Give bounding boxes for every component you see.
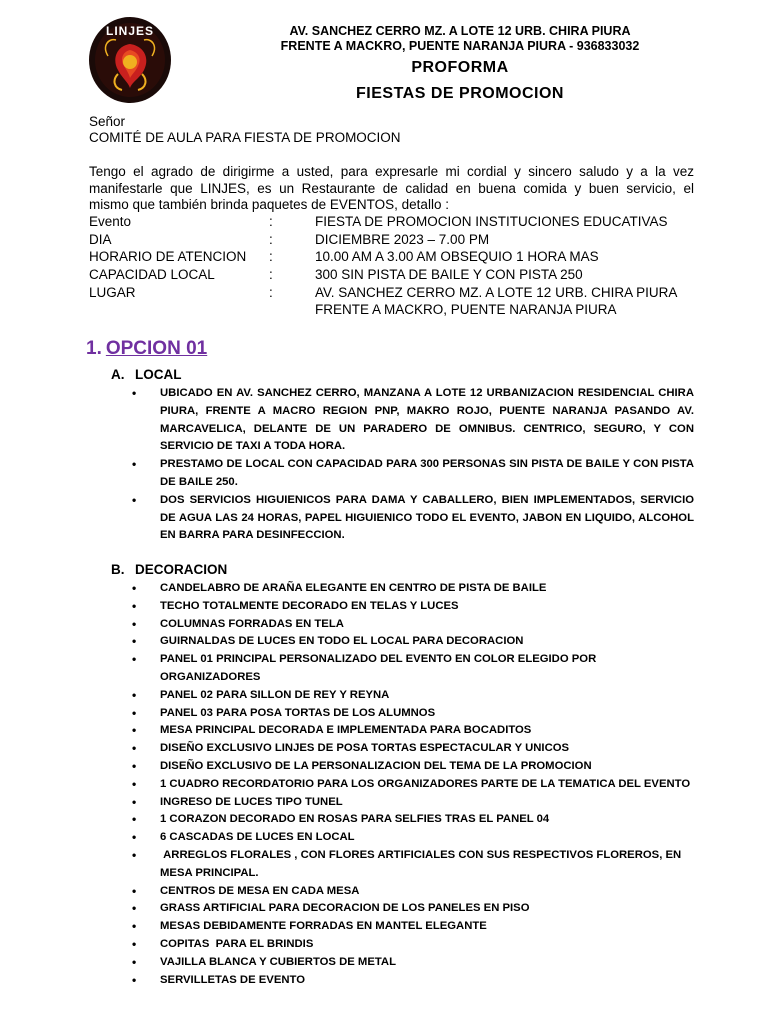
list-item	[132, 616, 694, 634]
bullet-icon: •	[132, 386, 137, 400]
list-item	[132, 385, 694, 456]
list-item	[132, 829, 694, 847]
list-item	[132, 936, 694, 954]
detail-colon: :	[269, 214, 273, 229]
list-item-text: GRASS ARTIFICIAL PARA DECORACION DE LOS PANELES EN PISO	[160, 902, 530, 915]
intro-line-1: Tengo el agrado de dirigirme a usted, para expresarle mi cordial y sincero saludo y a la vez	[89, 164, 694, 179]
detail-colon: :	[269, 232, 273, 247]
detail-colon: :	[269, 267, 273, 282]
bullet-icon: •	[132, 616, 137, 631]
header-address-line1: AV. SANCHEZ CERRO MZ. A LOTE 12 URB. CHIRA PIURA	[289, 24, 631, 38]
list-item-text: 1 CUADRO RECORDATORIO PARA LOS ORGANIZADORES PARTE DE LA TEMATICA DEL EVENTO	[160, 777, 691, 790]
bullet-icon: •	[132, 972, 137, 987]
list-item	[132, 972, 694, 990]
section-a-list	[132, 385, 694, 545]
list-item-text: PANEL 02 PARA SILLON DE REY Y REYNA	[160, 688, 390, 701]
detail-value: FIESTA DE PROMOCION INSTITUCIONES EDUCATIVAS	[315, 214, 668, 229]
detail-value: 10.00 AM A 3.00 AM OBSEQUIO 1 HORA MAS	[315, 249, 599, 264]
list-item-text: COLUMNAS FORRADAS EN TELA	[160, 617, 344, 630]
bullet-icon: •	[132, 634, 137, 649]
list-item	[132, 758, 694, 776]
bullet-icon: •	[132, 581, 137, 595]
list-item	[132, 811, 694, 829]
list-item-text: MESA PRINCIPAL DECORADA E IMPLEMENTADA PARA BOCADITOS	[160, 724, 532, 737]
detail-colon: :	[269, 249, 273, 264]
bullet-icon: •	[132, 901, 137, 916]
section-b-list	[132, 580, 694, 989]
bullet-icon: •	[132, 776, 137, 791]
page-title: PROFORMA	[411, 59, 509, 76]
list-item-text: DISEÑO EXCLUSIVO DE LA PERSONALIZACION DEL TEMA DE LA PROMOCION	[160, 759, 592, 772]
list-item	[132, 456, 694, 492]
bullet-icon: •	[132, 794, 137, 809]
list-item-text: CENTROS DE MESA EN CADA MESA	[160, 884, 360, 897]
list-item-text: UBICADO EN AV. SANCHEZ CERRO, MANZANA A LOTE 12 URBANIZACION RESIDENCIAL CHIRA PIURA, FRENTE A MACRO REGION PNP, MAKRO ROJO, PUENTE NARANJA PASANDO AV. MARCAVELICA, DELANTE DE UN PARADERO DE OMNIBUS. CENTRICO, SEGURO, Y CON SERVICIO DE TAXI A TODA HORA.	[160, 387, 694, 453]
bullet-icon: •	[132, 847, 137, 862]
salutation: Señor	[89, 114, 126, 129]
section-letter: A.	[111, 367, 125, 382]
list-item	[132, 776, 694, 794]
bullet-icon: •	[132, 492, 137, 507]
list-item-text: TECHO TOTALMENTE DECORADO EN TELAS Y LUCES	[160, 599, 459, 612]
detail-key: HORARIO DE ATENCION	[89, 249, 247, 264]
bullet-icon: •	[132, 687, 137, 702]
list-item-text: PANEL 03 PARA POSA TORTAS DE LOS ALUMNOS	[160, 706, 436, 719]
detail-colon: :	[269, 285, 273, 300]
bullet-icon: •	[132, 598, 137, 613]
section-a-heading	[111, 367, 182, 382]
list-item-text: MESAS DEBIDAMENTE FORRADAS EN MANTEL ELEGANTE	[160, 920, 487, 933]
option-heading	[86, 338, 207, 360]
list-item-text: COPITAS PARA EL BRINDIS	[160, 937, 314, 950]
section-title: DECORACION	[135, 562, 228, 577]
list-item	[132, 883, 694, 901]
bullet-icon: •	[132, 830, 137, 845]
section-letter: B.	[111, 562, 125, 577]
list-item	[132, 722, 694, 740]
list-item	[132, 918, 694, 936]
list-item-text: DOS SERVICIOS HIGUIENICOS PARA DAMA Y CABALLERO, BIEN IMPLEMENTADOS, SERVICIO DE AGUA LAS 24 HORAS, PAPEL HIGUIENICO TODO EL EVENTO, JABON EN LIQUIDO, ALCOHOL EN BARRA PARA DESINFECCION.	[160, 493, 694, 542]
bullet-icon: •	[132, 758, 137, 773]
list-item-text: 1 CORAZON DECORADO EN ROSAS PARA SELFIES TRAS EL PANEL 04	[160, 813, 550, 826]
list-item-text: INGRESO DE LUCES TIPO TUNEL	[160, 795, 343, 808]
list-item	[132, 492, 694, 545]
list-item	[132, 580, 694, 598]
list-item-text: ARREGLOS FLORALES , CON FLORES ARTIFICIALES CON SUS RESPECTIVOS FLOREROS, EN MESA PRINCIPAL.	[160, 848, 685, 879]
list-item-text: PRESTAMO DE LOCAL CON CAPACIDAD PARA 300 PERSONAS SIN PISTA DE BAILE Y CON PISTA DE BAILE 250.	[160, 458, 694, 488]
list-item-text: VAJILLA BLANCA Y CUBIERTOS DE METAL	[160, 955, 396, 968]
detail-value: AV. SANCHEZ CERRO MZ. A LOTE 12 URB. CHIRA PIURA	[315, 285, 678, 300]
bullet-icon: •	[132, 705, 137, 720]
bullet-icon: •	[132, 652, 137, 667]
list-item	[132, 954, 694, 972]
detail-key: Evento	[89, 214, 132, 229]
logo-text: LINJES	[105, 24, 155, 38]
list-item-text: SERVILLETAS DE EVENTO	[160, 973, 306, 986]
detail-key: CAPACIDAD LOCAL	[89, 267, 215, 282]
option-label: OPCION 01	[105, 338, 208, 359]
intro-line-3: mismo que también brinda paquetes de EVENTOS, detallo :	[89, 197, 449, 212]
list-item-text: CANDELABRO DE ARAÑA ELEGANTE EN CENTRO DE PISTA DE BAILE	[160, 582, 547, 594]
recipient-name: COMITÉ DE AULA PARA FIESTA DE PROMOCION	[89, 130, 401, 145]
detail-value: FRENTE A MACKRO, PUENTE NARANJA PIURA	[315, 302, 617, 317]
header-address-line2: FRENTE A MACKRO, PUENTE NARANJA PIURA - 936833032	[280, 39, 640, 53]
page-subtitle: FIESTAS DE PROMOCION	[356, 85, 564, 102]
list-item	[132, 900, 694, 918]
bullet-icon: •	[132, 919, 137, 934]
list-item	[132, 847, 694, 883]
list-item	[132, 705, 694, 723]
option-number: 1.	[86, 338, 102, 359]
section-title: LOCAL	[135, 367, 182, 382]
list-item	[132, 651, 694, 687]
list-item	[132, 794, 694, 812]
detail-key: LUGAR	[89, 285, 136, 300]
linjes-logo	[88, 16, 172, 104]
section-b-heading	[111, 562, 227, 577]
list-item	[132, 687, 694, 705]
detail-key: DIA	[89, 232, 112, 247]
bullet-icon: •	[132, 812, 137, 827]
intro-line-2: manifestarle que LINJES, es un Restaurante de calidad en buena comida y buen servicio, el	[89, 180, 694, 196]
detail-value: 300 SIN PISTA DE BAILE Y CON PISTA 250	[315, 267, 583, 282]
bullet-icon: •	[132, 883, 137, 898]
bullet-icon: •	[132, 457, 137, 472]
detail-value: DICIEMBRE 2023 – 7.00 PM	[315, 232, 490, 247]
list-item-text: PANEL 01 PRINCIPAL PERSONALIZADO DEL EVENTO EN COLOR ELEGIDO POR ORGANIZADORES	[160, 653, 597, 683]
bullet-icon: •	[132, 741, 137, 756]
list-item-text: GUIRNALDAS DE LUCES EN TODO EL LOCAL PARA DECORACION	[160, 635, 524, 648]
bullet-icon: •	[132, 936, 137, 951]
bullet-icon: •	[132, 723, 137, 738]
bullet-icon: •	[132, 954, 137, 969]
list-item	[132, 740, 694, 758]
list-item	[132, 633, 694, 651]
list-item	[132, 598, 694, 616]
list-item-text: 6 CASCADAS DE LUCES EN LOCAL	[160, 831, 355, 844]
list-item-text: DISEÑO EXCLUSIVO LINJES DE POSA TORTAS ESPECTACULAR Y UNICOS	[160, 742, 570, 755]
